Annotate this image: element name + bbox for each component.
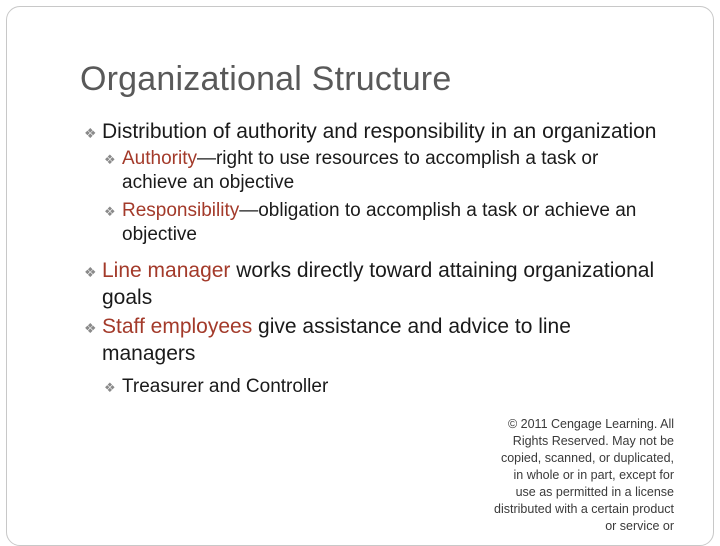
bullet-line-manager	[80, 257, 660, 311]
bullet-icon: ❖	[84, 125, 97, 141]
bullet-text: Treasurer and Controller	[122, 376, 329, 397]
definition-line-manager: works directly toward attaining organizational goals	[102, 259, 655, 309]
subbullet-authority	[80, 147, 660, 195]
bullet-distribution	[80, 118, 660, 145]
term-responsibility: Responsibility	[122, 200, 240, 221]
term-staff-employees: Staff employees	[102, 315, 253, 338]
bullet-icon: ❖	[84, 320, 97, 336]
bullet-icon: ❖	[104, 380, 116, 395]
slide-title: Organizational Structure	[80, 60, 452, 98]
definition-authority: —right to use resources to accomplish a task or achieve an objective	[122, 148, 599, 193]
bullet-text: Distribution of authority and responsibility in an organization	[102, 120, 657, 143]
subbullet-responsibility	[80, 199, 660, 247]
bullet-icon: ❖	[104, 204, 116, 219]
bullet-staff-employees	[80, 313, 660, 367]
term-authority: Authority	[122, 148, 197, 169]
bullet-icon: ❖	[84, 264, 97, 280]
term-line-manager: Line manager	[102, 259, 231, 282]
subbullet-treasurer	[80, 375, 422, 399]
bullet-icon: ❖	[104, 152, 116, 167]
bullet-list	[80, 118, 660, 403]
copyright-notice: © 2011 Cengage Learning. All Rights Reserved. May not be copied, scanned, or duplicated, in whole or in part, except for use as permitted in a license distributed with a certain product or service or	[494, 417, 674, 533]
definition-responsibility: —obligation to accomplish a task or achieve an objective	[122, 200, 637, 245]
definition-staff-employees: give assistance and advice to line managers	[102, 315, 571, 365]
